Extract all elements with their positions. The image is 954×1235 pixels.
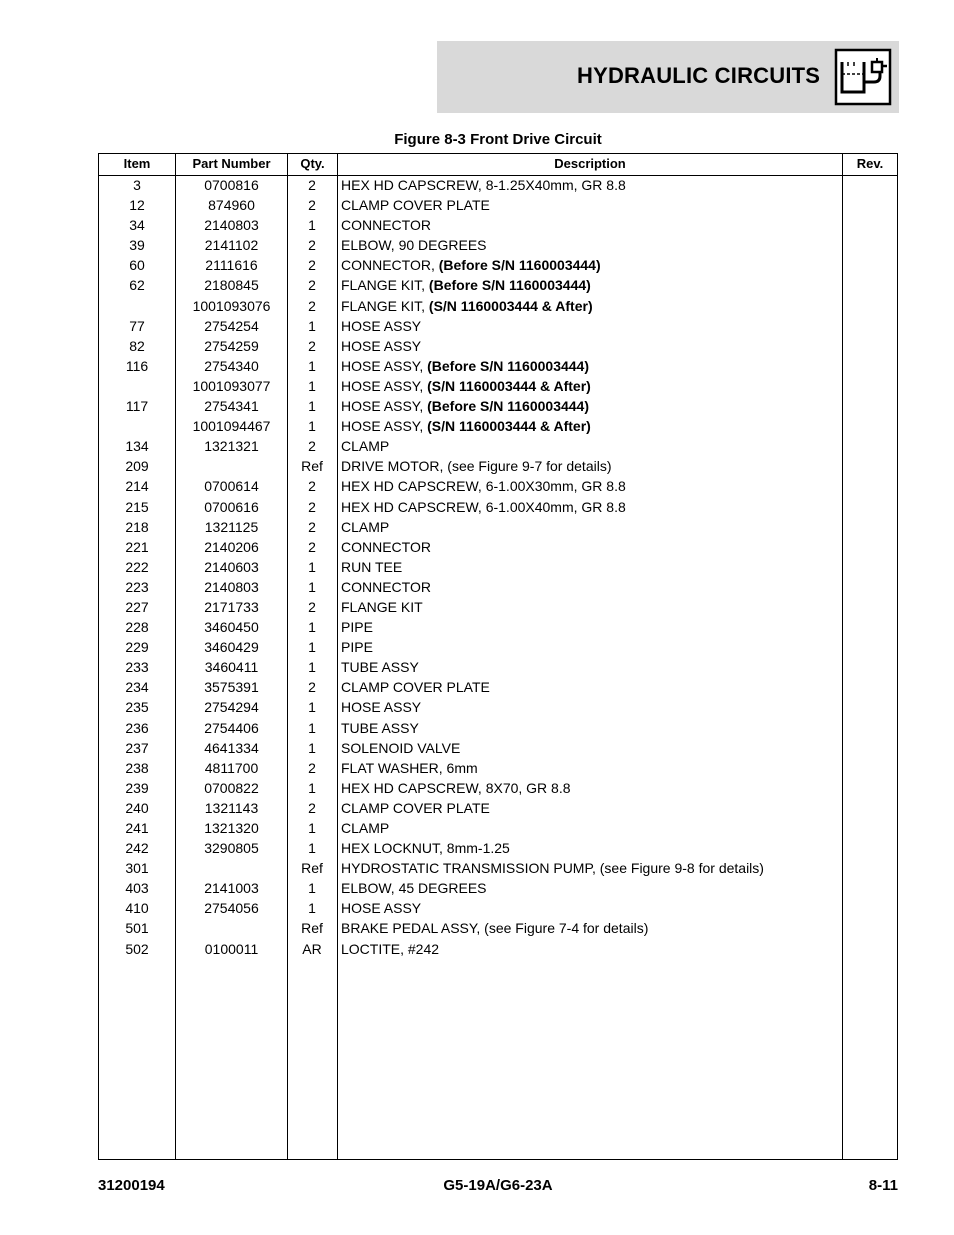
description	[341, 738, 841, 758]
column-header-part-number: Part Number	[192, 156, 271, 171]
table-row	[99, 677, 897, 697]
quantity: 2	[308, 277, 316, 294]
part-number: 1321321	[204, 438, 259, 455]
description-text: CLAMP	[341, 438, 390, 455]
table-row	[99, 738, 897, 758]
description	[341, 758, 841, 778]
quantity: 1	[308, 880, 316, 897]
description	[341, 376, 841, 396]
description-text: HOSE ASSY	[341, 337, 422, 354]
quantity: 1	[308, 719, 316, 736]
table-row	[99, 657, 897, 677]
description-text: CONNECTOR,	[341, 257, 439, 274]
description-text: HEX HD CAPSCREW, 6-1.00X30mm, GR 8.8	[341, 478, 626, 495]
description-text: FLAT WASHER, 6mm	[341, 759, 478, 776]
quantity: 1	[308, 558, 316, 575]
item-number: 116	[125, 357, 149, 374]
part-number: 2754254	[204, 317, 259, 334]
item-number: 227	[125, 598, 149, 615]
description-text: CLAMP	[341, 518, 390, 535]
description-text: HOSE ASSY	[341, 317, 422, 334]
table-row	[99, 517, 897, 537]
description-text: HOSE ASSY	[341, 699, 422, 716]
table-row	[99, 858, 897, 878]
quantity: 2	[308, 197, 316, 214]
table-row	[99, 235, 897, 255]
quantity: 2	[308, 237, 316, 254]
quantity: 1	[308, 357, 316, 374]
column-header-item: Item	[123, 156, 151, 171]
serial-number-note: (S/N 1160003444 & After)	[428, 297, 593, 314]
table-row	[99, 918, 897, 938]
quantity: 2	[308, 498, 316, 515]
table-row	[99, 878, 897, 898]
description	[341, 597, 841, 617]
table-row	[99, 336, 897, 356]
table-row	[99, 637, 897, 657]
part-number: 2754341	[204, 398, 259, 415]
description	[341, 235, 841, 255]
quantity: Ref	[301, 920, 323, 937]
item-number: 238	[125, 759, 149, 776]
part-number: 0100011	[204, 940, 259, 957]
part-number: 2141003	[204, 880, 259, 897]
description	[341, 939, 841, 959]
part-number: 3575391	[204, 679, 259, 696]
item-number: 234	[125, 679, 149, 696]
description-text: FLANGE KIT,	[341, 297, 429, 314]
serial-number-note: (S/N 1160003444 & After)	[427, 377, 591, 394]
item-number: 215	[125, 498, 149, 515]
serial-number-note: (Before S/N 1160003444)	[427, 357, 589, 374]
description-text: FLANGE KIT,	[341, 277, 429, 294]
part-number: 0700816	[204, 177, 259, 193]
quantity: 1	[308, 639, 316, 656]
table-row	[99, 497, 897, 517]
table-row	[99, 316, 897, 336]
quantity: Ref	[301, 860, 323, 877]
description-text: HYDROSTATIC TRANSMISSION PUMP, (see Figure 9-8 for details)	[341, 860, 764, 877]
description-text: CONNECTOR	[341, 538, 431, 555]
part-number: 2754056	[204, 900, 259, 917]
item-number: 34	[129, 217, 145, 234]
description-text: HOSE ASSY,	[341, 377, 428, 394]
table-row	[99, 416, 897, 436]
item-number: 77	[129, 317, 145, 334]
description	[341, 557, 841, 577]
part-number: 3290805	[204, 840, 259, 857]
part-number: 2180845	[204, 277, 259, 294]
description	[341, 657, 841, 677]
description	[341, 336, 841, 356]
item-number: 403	[125, 880, 149, 897]
description-text: DRIVE MOTOR, (see Figure 9-7 for details)	[341, 458, 612, 475]
section-title: HYDRAULIC CIRCUITS	[577, 63, 821, 88]
part-number: 2754259	[204, 337, 259, 354]
item-number: 301	[125, 860, 149, 877]
part-number	[176, 918, 287, 938]
description	[341, 718, 841, 738]
item-number: 222	[125, 558, 149, 575]
description-text: LOCTITE, #242	[341, 940, 440, 957]
item-number: 502	[125, 940, 149, 957]
item-number: 241	[125, 820, 149, 836]
description	[341, 476, 841, 496]
quantity: 1	[308, 317, 316, 334]
hydraulic-tank-icon	[834, 48, 892, 106]
description	[341, 517, 841, 537]
table-row	[99, 778, 897, 798]
description	[341, 356, 841, 376]
table-row	[99, 577, 897, 597]
item-number: 501	[125, 920, 149, 937]
item-number: 218	[125, 518, 149, 535]
quantity: 1	[308, 217, 316, 234]
table-row	[99, 396, 897, 416]
description	[341, 215, 841, 235]
item-number: 221	[125, 538, 149, 555]
quantity: 2	[308, 478, 316, 495]
description	[341, 255, 841, 275]
item-number: 239	[125, 779, 149, 796]
part-number: 2140603	[204, 558, 259, 575]
item-number: 12	[129, 197, 145, 214]
description-text: CLAMP COVER PLATE	[341, 799, 490, 816]
item-number: 233	[125, 659, 149, 676]
item-number: 214	[125, 478, 149, 495]
part-number: 4811700	[204, 759, 259, 776]
item-number: 39	[129, 237, 145, 254]
part-number: 2171733	[204, 598, 259, 615]
description	[341, 798, 841, 818]
description-text: RUN TEE	[341, 558, 403, 575]
quantity: 1	[308, 377, 316, 394]
section-header	[437, 41, 899, 113]
description	[341, 275, 841, 295]
quantity: 2	[308, 679, 316, 696]
description	[341, 296, 841, 316]
quantity: 2	[308, 337, 316, 354]
table-row	[99, 557, 897, 577]
description-text: HEX HD CAPSCREW, 8-1.25X40mm, GR 8.8	[341, 177, 626, 193]
quantity: 1	[308, 900, 316, 917]
item-number: 240	[125, 799, 149, 816]
table-row	[99, 175, 897, 195]
part-number: 4641334	[204, 739, 259, 756]
table-row	[99, 898, 897, 918]
quantity: 2	[308, 518, 316, 535]
description	[341, 918, 841, 938]
item-number: 229	[125, 639, 149, 656]
quantity: 1	[308, 820, 316, 836]
quantity: 2	[308, 759, 316, 776]
parts-table	[98, 153, 898, 1160]
part-number: 3460429	[204, 639, 259, 656]
column-header-description: Description	[554, 156, 626, 171]
quantity: 2	[308, 438, 316, 455]
description-text: FLANGE KIT	[341, 598, 423, 615]
part-number: 1001094467	[192, 418, 271, 435]
item-number	[99, 296, 175, 316]
column-header-qty: Qty.	[300, 156, 325, 171]
description-text: HOSE ASSY	[341, 900, 422, 917]
item-number	[99, 416, 175, 436]
quantity: 1	[308, 619, 316, 636]
quantity: 2	[308, 799, 316, 816]
description-text: TUBE ASSY	[341, 659, 419, 676]
quantity: 1	[308, 398, 316, 415]
table-body	[99, 175, 897, 959]
part-number: 2140803	[204, 578, 259, 595]
quantity: Ref	[301, 458, 323, 475]
part-number: 3460411	[204, 659, 259, 676]
figure-title: Figure 8-3 Front Drive Circuit	[394, 131, 602, 148]
table-row	[99, 255, 897, 275]
description-text: CONNECTOR	[341, 578, 431, 595]
description	[341, 537, 841, 557]
serial-number-note: (Before S/N 1160003444)	[428, 277, 591, 294]
description	[341, 195, 841, 215]
item-number: 209	[125, 458, 149, 475]
item-number: 3	[133, 177, 141, 193]
item-number: 235	[125, 699, 149, 716]
table-row	[99, 838, 897, 858]
item-number: 236	[125, 719, 149, 736]
quantity: 1	[308, 659, 316, 676]
item-number: 223	[125, 578, 149, 595]
table-row	[99, 376, 897, 396]
part-number: 2754294	[204, 699, 259, 716]
description-text: HEX LOCKNUT, 8mm-1.25	[341, 840, 510, 857]
quantity: 1	[308, 578, 316, 595]
description	[341, 878, 841, 898]
table-row	[99, 597, 897, 617]
item-number: 134	[125, 438, 149, 455]
quantity: 1	[308, 779, 316, 796]
description-text: SOLENOID VALVE	[341, 739, 461, 756]
part-number: 2140206	[204, 538, 259, 555]
part-number: 2141102	[204, 237, 259, 254]
table-row	[99, 356, 897, 376]
table-row	[99, 718, 897, 738]
part-number: 2140803	[204, 217, 259, 234]
description	[341, 858, 841, 878]
part-number	[176, 858, 287, 878]
item-number: 228	[125, 619, 149, 636]
item-number: 237	[125, 739, 149, 756]
description	[341, 316, 841, 336]
item-number: 410	[125, 900, 149, 917]
description	[341, 617, 841, 637]
description-text: ELBOW, 45 DEGREES	[341, 880, 487, 897]
table-row	[99, 195, 897, 215]
table-row	[99, 697, 897, 717]
part-number: 3460450	[204, 619, 259, 636]
part-number: 1321320	[204, 820, 259, 836]
table-row	[99, 537, 897, 557]
table-row	[99, 476, 897, 496]
quantity: 2	[308, 598, 316, 615]
item-number: 242	[125, 840, 149, 857]
quantity: 2	[308, 538, 316, 555]
item-number: 117	[125, 398, 149, 415]
part-number: 2754406	[204, 719, 259, 736]
description-text: BRAKE PEDAL ASSY, (see Figure 7-4 for details)	[341, 920, 649, 937]
part-number: 0700616	[204, 498, 259, 515]
page-number: 8-11	[868, 1177, 898, 1194]
description	[341, 637, 841, 657]
description	[341, 577, 841, 597]
description	[341, 396, 841, 416]
table-row	[99, 758, 897, 778]
description-text: HEX HD CAPSCREW, 8X70, GR 8.8	[341, 779, 571, 796]
quantity: 2	[308, 297, 316, 314]
item-number: 82	[129, 337, 145, 354]
part-number	[176, 456, 287, 476]
item-number: 60	[129, 257, 145, 274]
description-text: HEX HD CAPSCREW, 6-1.00X40mm, GR 8.8	[341, 498, 626, 515]
description	[341, 838, 841, 858]
description-text: TUBE ASSY	[341, 719, 419, 736]
part-number: 1321143	[204, 799, 259, 816]
description	[341, 818, 841, 838]
quantity: 1	[308, 840, 316, 857]
description	[341, 898, 841, 918]
description-text: CONNECTOR	[341, 217, 431, 234]
description-text: CLAMP	[341, 820, 390, 836]
serial-number-note: (Before S/N 1160003444)	[438, 257, 601, 274]
doc-number: 31200194	[98, 1177, 165, 1194]
part-number: 1321125	[204, 518, 259, 535]
item-number: 62	[129, 277, 145, 294]
part-number: 0700822	[204, 779, 259, 796]
quantity: 1	[308, 418, 316, 435]
table-row	[99, 617, 897, 637]
description-text: CLAMP COVER PLATE	[341, 197, 490, 214]
table-row	[99, 296, 897, 316]
description	[341, 497, 841, 517]
table-row	[99, 275, 897, 295]
table-row	[99, 798, 897, 818]
description	[341, 436, 841, 456]
description-text: PIPE	[341, 639, 373, 656]
table-row	[99, 939, 897, 959]
serial-number-note: (S/N 1160003444 & After)	[427, 418, 591, 435]
table-row	[99, 215, 897, 235]
description-text: CLAMP COVER PLATE	[341, 679, 490, 696]
quantity: 1	[308, 739, 316, 756]
quantity: 2	[308, 177, 316, 193]
part-number: 2111616	[205, 257, 258, 274]
part-number: 0700614	[204, 478, 259, 495]
table-row	[99, 436, 897, 456]
part-number: 1001093077	[192, 377, 271, 394]
description	[341, 677, 841, 697]
quantity: AR	[302, 940, 322, 957]
column-header-rev: Rev.	[856, 156, 884, 171]
description	[341, 778, 841, 798]
description-text: HOSE ASSY,	[341, 398, 428, 415]
model-number: G5-19A/G6-23A	[443, 1177, 553, 1194]
description	[341, 416, 841, 436]
part-number: 874960	[208, 197, 255, 214]
description	[341, 456, 841, 476]
description-text: HOSE ASSY,	[341, 357, 428, 374]
part-number: 2754340	[204, 357, 259, 374]
serial-number-note: (Before S/N 1160003444)	[427, 398, 589, 415]
item-number	[99, 376, 175, 396]
part-number: 1001093076	[192, 297, 271, 314]
description-text: PIPE	[341, 619, 373, 636]
description-text: HOSE ASSY,	[341, 418, 428, 435]
table-row	[99, 818, 897, 838]
description	[341, 697, 841, 717]
table-row	[99, 456, 897, 476]
description-text: ELBOW, 90 DEGREES	[341, 237, 487, 254]
quantity: 2	[308, 257, 316, 274]
quantity: 1	[308, 699, 316, 716]
description	[341, 175, 841, 195]
